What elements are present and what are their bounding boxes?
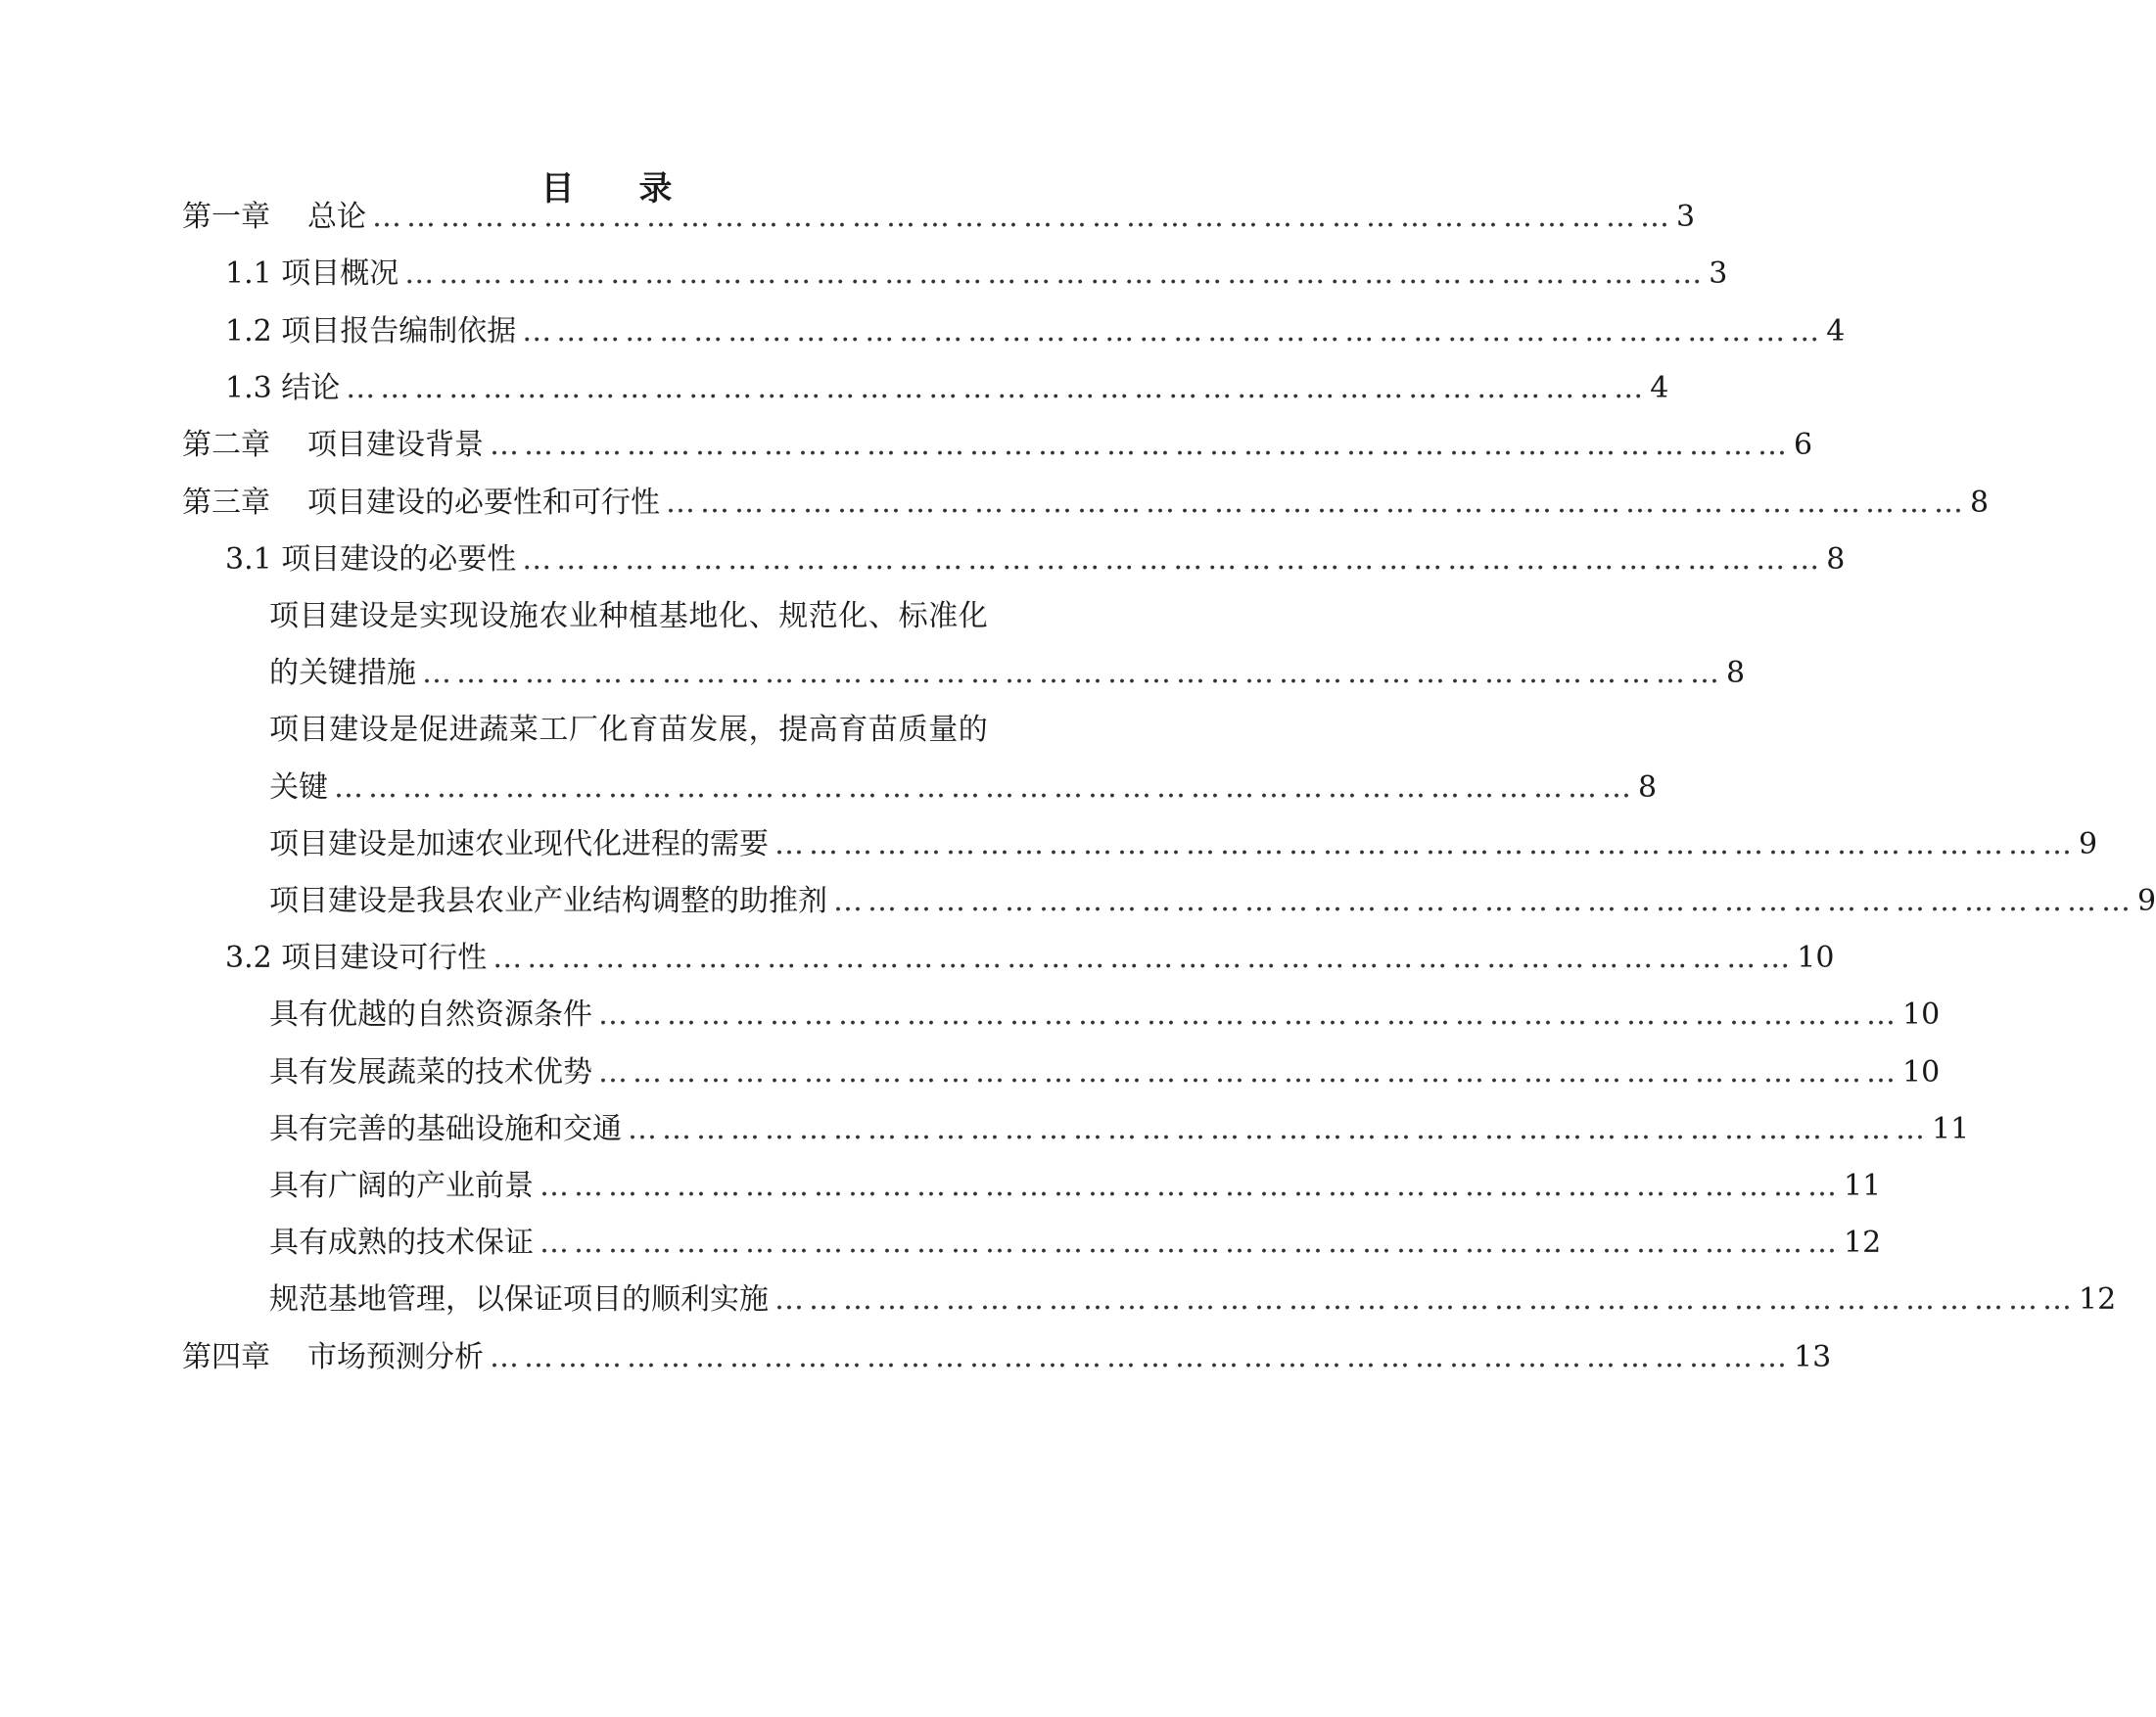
dot-leader: …………………………………………………………………………………………………… — [490, 1340, 1792, 1374]
toc-entry-item-6[interactable] — [269, 1044, 1941, 1092]
toc-entry-item-1[interactable] — [269, 644, 1746, 693]
toc-entry-item-10[interactable] — [269, 1271, 2117, 1320]
item-title: 具有完善的基础设施和交通 — [269, 1112, 622, 1146]
dot-leader: …………………………………………………………………………………………………… — [522, 314, 1825, 348]
page-number: 4 — [1826, 314, 1846, 348]
page-number: 11 — [1844, 1169, 1882, 1203]
section-title: 1.1 项目概况 — [225, 256, 399, 291]
title-part-2: 录 — [638, 169, 675, 209]
toc-entry-chapter-2[interactable] — [182, 416, 1813, 465]
toc-entry-section-1-2[interactable] — [225, 302, 1846, 351]
toc-entry-item-9[interactable] — [269, 1214, 1882, 1263]
toc-entry-section-3-1[interactable] — [225, 531, 1846, 580]
dot-leader: …………………………………………………………………………………………………… — [346, 371, 1649, 405]
page-number: 12 — [2079, 1282, 2117, 1317]
dot-leader: …………………………………………………………………………………………………… — [666, 486, 1968, 520]
page-number: 3 — [1676, 200, 1696, 234]
page-number: 8 — [1826, 542, 1846, 577]
toc-entry-item-7[interactable] — [269, 1100, 1970, 1149]
page-number: 13 — [1794, 1340, 1832, 1374]
page-number: 10 — [1902, 998, 1941, 1032]
toc-entry-item-2-line-1[interactable]: 项目建设是促进蔬菜工厂化育苗发展，提高育苗质量的 — [269, 713, 989, 747]
section-title: 3.1 项目建设的必要性 — [225, 542, 517, 577]
section-title: 1.3 结论 — [225, 371, 341, 405]
toc-entry-item-3[interactable] — [269, 815, 2098, 864]
dot-leader: …………………………………………………………………………………………………… — [422, 656, 1724, 690]
chapter-number: 第二章 — [182, 428, 270, 462]
dot-leader: …………………………………………………………………………………………………… — [833, 884, 2135, 918]
page-number: 10 — [1797, 941, 1835, 975]
page-number: 4 — [1650, 371, 1669, 405]
toc-entry-section-3-2[interactable] — [225, 929, 1835, 978]
dot-leader: …………………………………………………………………………………………………… — [598, 1055, 1900, 1090]
item-title: 项目建设是我县农业产业结构调整的助推剂 — [269, 884, 827, 918]
page-number: 9 — [2079, 827, 2098, 861]
dot-leader: …………………………………………………………………………………………………… — [774, 827, 2077, 861]
chapter-title: 总论 — [307, 200, 366, 234]
item-title: 的关键措施 — [269, 656, 416, 690]
page-number: 11 — [1932, 1112, 1970, 1146]
item-title: 具有成熟的技术保证 — [269, 1226, 534, 1260]
toc-entry-chapter-4[interactable] — [182, 1328, 1832, 1377]
page-number: 3 — [1709, 256, 1728, 291]
page-number: 8 — [1970, 486, 1990, 520]
toc-entry-section-1-1[interactable] — [225, 245, 1728, 294]
section-title: 3.2 项目建设可行性 — [225, 941, 488, 975]
page-number: 8 — [1638, 770, 1658, 805]
item-title: 具有广阔的产业前景 — [269, 1169, 534, 1203]
dot-leader: …………………………………………………………………………………………………… — [522, 542, 1825, 577]
item-title: 规范基地管理，以保证项目的顺利实施 — [269, 1282, 769, 1317]
item-title: 具有优越的自然资源条件 — [269, 998, 592, 1032]
chapter-number: 第三章 — [182, 486, 270, 520]
dot-leader: …………………………………………………………………………………………………… — [404, 256, 1708, 291]
dot-leader: …………………………………………………………………………………………………… — [490, 428, 1792, 462]
toc-entry-item-8[interactable] — [269, 1157, 1882, 1206]
page-number: 12 — [1844, 1226, 1882, 1260]
chapter-title: 项目建设的必要性和可行性 — [307, 486, 660, 520]
chapter-title: 项目建设背景 — [307, 428, 484, 462]
toc-entry-item-4[interactable] — [269, 872, 2156, 921]
dot-leader: …………………………………………………………………………………………………… — [539, 1226, 1842, 1260]
dot-leader: …………………………………………………………………………………………………… — [334, 770, 1636, 805]
toc-entry-chapter-1[interactable] — [182, 188, 1696, 237]
dot-leader: …………………………………………………………………………………………………… — [492, 941, 1796, 975]
toc-entry-item-5[interactable] — [269, 986, 1941, 1035]
dot-leader: …………………………………………………………………………………………………… — [372, 200, 1674, 234]
section-title: 1.2 项目报告编制依据 — [225, 314, 517, 348]
chapter-number: 第四章 — [182, 1340, 270, 1374]
page-number: 9 — [2137, 884, 2156, 918]
toc-entry-item-1-line-1[interactable]: 项目建设是实现设施农业种植基地化、规范化、标准化 — [269, 599, 989, 633]
toc-entry-chapter-3[interactable] — [182, 474, 1990, 523]
item-title: 关键 — [269, 770, 328, 805]
chapter-title: 市场预测分析 — [307, 1340, 484, 1374]
item-title: 具有发展蔬菜的技术优势 — [269, 1055, 592, 1090]
toc-entry-item-2[interactable] — [269, 759, 1658, 808]
item-title: 项目建设是加速农业现代化进程的需要 — [269, 827, 769, 861]
page-number: 6 — [1794, 428, 1813, 462]
dot-leader: …………………………………………………………………………………………………… — [539, 1169, 1842, 1203]
dot-leader: …………………………………………………………………………………………………… — [598, 998, 1900, 1032]
page-number: 10 — [1902, 1055, 1941, 1090]
title-part-1: 目 — [540, 169, 577, 209]
page-number: 8 — [1726, 656, 1746, 690]
dot-leader: …………………………………………………………………………………………………… — [628, 1112, 1930, 1146]
dot-leader: …………………………………………………………………………………………………… — [774, 1282, 2077, 1317]
toc-entry-section-1-3[interactable] — [225, 359, 1669, 408]
chapter-number: 第一章 — [182, 200, 270, 234]
